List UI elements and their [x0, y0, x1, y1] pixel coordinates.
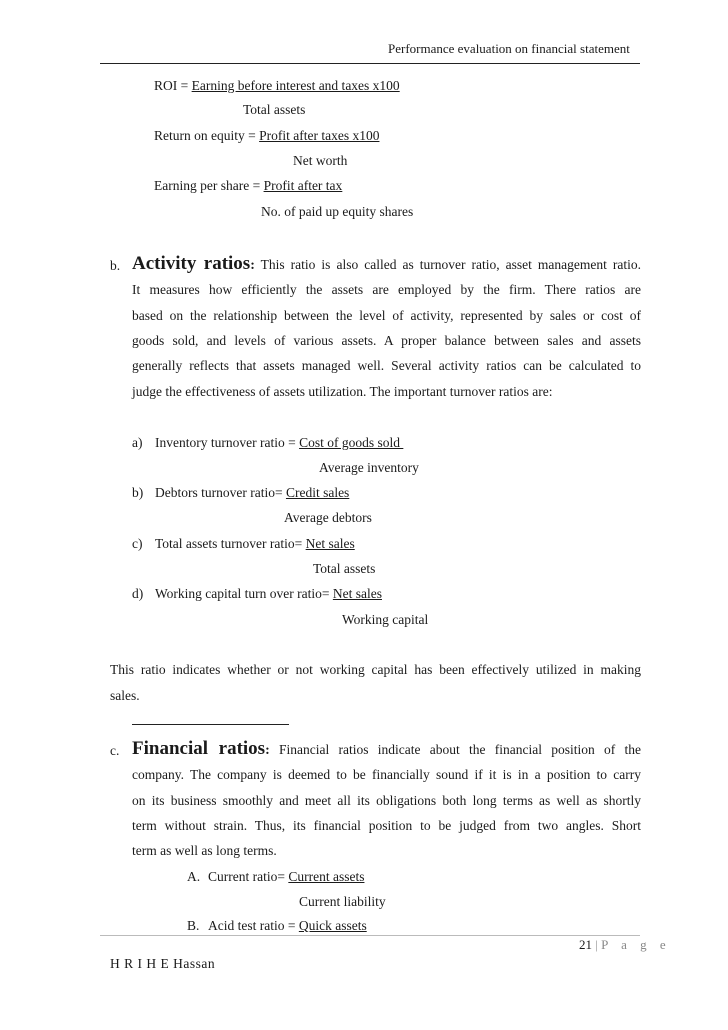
- formula-lhs: Current ratio=: [208, 869, 289, 884]
- formula-numerator: Net sales: [332, 586, 382, 601]
- list-marker: a): [132, 435, 143, 450]
- formula-denominator: Net worth: [293, 153, 348, 168]
- paragraph-line: It measures how efficiently the assets are employed by the firm. There ratios are: [132, 282, 641, 297]
- formula-lhs: Return on equity =: [154, 128, 260, 143]
- ratio-inventory-turnover: [155, 435, 403, 451]
- formula-lhs: Acid test ratio =: [208, 918, 299, 933]
- formula-denominator: Total assets: [243, 102, 306, 117]
- formula-denominator: Working capital: [342, 612, 429, 627]
- formula-roe: [154, 128, 379, 144]
- paragraph-line: term without strain. Thus, its financial position to be judged from two angles. Short: [132, 818, 641, 833]
- ratio-current: [208, 869, 364, 885]
- formula-eps: [154, 178, 342, 194]
- section-divider: [132, 724, 289, 725]
- page-number: [579, 937, 671, 953]
- formula-numerator: Profit after tax: [263, 178, 343, 193]
- ratio-debtors-turnover: [155, 485, 349, 501]
- formula-lhs: Debtors turnover ratio=: [155, 485, 286, 500]
- formula-denominator: Current liability: [299, 894, 386, 909]
- ratio-working-capital-turnover: [155, 586, 382, 602]
- ratio-total-assets-turnover: [155, 536, 355, 552]
- header-rule: [100, 63, 640, 64]
- note-line: sales.: [110, 688, 140, 703]
- paragraph-line: term as well as long terms.: [132, 843, 277, 858]
- section-b-first-line: [132, 253, 641, 275]
- list-marker: A.: [187, 869, 201, 884]
- paragraph-line: goods sold, and levels of various assets. A proper balance between sales and assets: [132, 333, 641, 348]
- paragraph-line: This ratio is also called as turnover ratio, asset management ratio.: [254, 257, 641, 272]
- formula-denominator: Total assets: [313, 561, 376, 576]
- formula-numerator: Profit after taxes x100: [259, 128, 380, 143]
- formula-denominator: Average inventory: [319, 460, 419, 475]
- heading-colon: :: [250, 258, 255, 273]
- list-marker: c): [132, 536, 143, 551]
- paragraph-line: on its business smoothly and meet all its obligations both long terms as well as shortly: [132, 793, 641, 808]
- formula-numerator: Net sales: [305, 536, 355, 551]
- heading-colon: :: [265, 743, 270, 758]
- formula-lhs: Inventory turnover ratio =: [155, 435, 300, 450]
- formula-numerator: Earning before interest and taxes x100: [191, 78, 400, 93]
- page-number-value: 21: [579, 937, 592, 952]
- paragraph-line: judge the effectiveness of assets utilization. The important turnover ratios are:: [132, 384, 553, 399]
- footer-rule: [100, 935, 640, 936]
- paragraph-line: generally reflects that assets managed well. Several activity ratios can be calculated to: [132, 358, 641, 373]
- page-separator: |: [592, 937, 602, 952]
- footer-author: H R I H E Hassan: [110, 956, 216, 971]
- paragraph-line: based on the relationship between the level of activity, represented by sales or cost of: [132, 308, 641, 323]
- formula-lhs: Total assets turnover ratio=: [155, 536, 306, 551]
- running-header: Performance evaluation on financial statement: [388, 41, 630, 56]
- ratio-acid-test: [208, 918, 367, 934]
- formula-lhs: ROI =: [154, 78, 192, 93]
- paragraph-line: company. The company is deemed to be financially sound if it is in a position to carry: [132, 767, 641, 782]
- formula-numerator: Credit sales: [285, 485, 350, 500]
- section-heading: Financial ratios: [132, 738, 266, 759]
- list-marker: d): [132, 586, 144, 601]
- list-marker: B.: [187, 918, 200, 933]
- formula-numerator: Current assets: [288, 869, 365, 884]
- formula-lhs: Earning per share =: [154, 178, 264, 193]
- formula-lhs: Working capital turn over ratio=: [155, 586, 333, 601]
- section-c-first-line: [132, 738, 641, 760]
- formula-numerator: Cost of goods sold: [299, 435, 404, 450]
- page-label: P a g e: [601, 937, 671, 952]
- section-marker: c.: [110, 743, 120, 758]
- paragraph-line: Financial ratios indicate about the financial position of the: [269, 742, 641, 757]
- formula-denominator: No. of paid up equity shares: [261, 204, 414, 219]
- section-marker: b.: [110, 258, 121, 273]
- note-line: This ratio indicates whether or not working capital has been effectively utilized in making: [110, 662, 641, 677]
- formula-numerator: Quick assets: [298, 918, 367, 933]
- formula-denominator: Average debtors: [284, 510, 372, 525]
- formula-roi: [154, 78, 400, 94]
- list-marker: b): [132, 485, 144, 500]
- section-heading: Activity ratios: [132, 253, 251, 274]
